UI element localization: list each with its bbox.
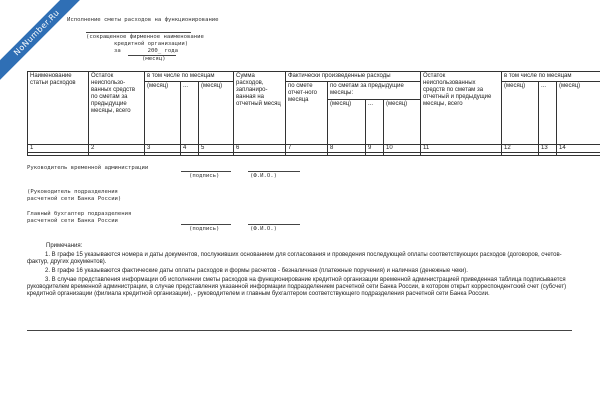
column-number-row bbox=[28, 145, 600, 153]
fio-line-1 bbox=[248, 171, 300, 172]
col-group-actual: Фактически произведенные расходы bbox=[286, 72, 421, 82]
col-number: 7 bbox=[286, 145, 328, 153]
note-2: 2. В графе 16 указываются фактические даты оплаты расходов и формы расчетов - безналичная (платежные поручения) и наличная (денежные чеки). bbox=[45, 268, 468, 275]
col-header-ellipsis-13: ... bbox=[539, 82, 557, 145]
org-name-note-1: (сокращенное фирменное наименование bbox=[86, 34, 204, 40]
document-title: Исполнение сметы расходов на функционирование bbox=[67, 17, 219, 23]
col-header-planned: Сумма расходов, запланиро-ванная на отчетный месяц bbox=[234, 72, 286, 145]
col-number: 10 bbox=[384, 145, 421, 153]
col-number: 1 bbox=[28, 145, 89, 153]
col-header-month-12: (месяц) bbox=[502, 82, 539, 145]
footer-divider bbox=[27, 330, 572, 331]
signature-note-2: (подпись) bbox=[189, 226, 220, 232]
col-number: 8 bbox=[328, 145, 366, 153]
col-number: 2 bbox=[89, 145, 145, 153]
signature-line-2 bbox=[181, 224, 231, 225]
month-note: (месяц) bbox=[142, 56, 166, 62]
col-header-ellipsis-9: ... bbox=[366, 100, 384, 145]
unit-head-label-2: расчетной сети Банка России) bbox=[27, 196, 122, 202]
fio-note-1: (Ф.И.О.) bbox=[250, 173, 277, 179]
expense-table bbox=[27, 71, 600, 156]
org-name-note-2: кредитной организации) bbox=[114, 41, 189, 47]
col-header-remaining-total: Остаток неиспользованных средств по сметам за отчетный и предыдущие месяцы, всего bbox=[421, 72, 502, 145]
col-number: 5 bbox=[199, 145, 234, 153]
signature-note-1: (подпись) bbox=[189, 173, 220, 179]
col-group-prev-estimates: по сметам за предыдущие месяцы: bbox=[328, 82, 421, 100]
col-number: 9 bbox=[366, 145, 384, 153]
col-number: 12 bbox=[502, 145, 539, 153]
col-header-month-3: (месяц) bbox=[145, 82, 181, 145]
signature-line-1 bbox=[181, 171, 231, 172]
col-header-month-5: (месяц) bbox=[199, 82, 234, 145]
col-number: 11 bbox=[421, 145, 502, 153]
col-group-by-months-2: в том числе по месяцам bbox=[502, 72, 600, 82]
report-period: за 200_ года bbox=[114, 48, 178, 54]
col-number: 6 bbox=[234, 145, 286, 153]
notes-block bbox=[27, 252, 572, 300]
notes-title: Примечания: bbox=[46, 243, 83, 249]
fio-note-2: (Ф.И.О.) bbox=[250, 226, 277, 232]
unit-head-label-1: (Руководитель подразделения bbox=[27, 189, 118, 195]
col-header-ellipsis-4: ... bbox=[181, 82, 199, 145]
col-header-remaining-prev: Остаток неиспользо-ванных средств по сметам за предыдущие месяцы, всего bbox=[89, 72, 145, 145]
col-header-month-10: (месяц) bbox=[384, 100, 421, 145]
head-of-administration-label: Руководитель временной администрации bbox=[27, 165, 149, 171]
col-header-month-14: (месяц) bbox=[557, 82, 600, 145]
col-group-by-months-1: в том числе по месяцам bbox=[145, 72, 234, 82]
chief-accountant-label-2: расчетной сети Банка России bbox=[27, 218, 118, 224]
col-number: 3 bbox=[145, 145, 181, 153]
note-1: 1. В графе 15 указываются номера и даты документов, послуживших основанием для согласования и проведения последующей оплаты соответствующих расходов (договоров, счетов-фактур, других документов). bbox=[27, 252, 562, 266]
empty-data-row bbox=[28, 153, 600, 156]
watermark-text: NoNumber.Ru bbox=[12, 8, 62, 58]
col-number: 4 bbox=[181, 145, 199, 153]
fio-line-2 bbox=[248, 224, 300, 225]
col-header-current-estimate: по смете отчет-ного месяца bbox=[286, 82, 328, 145]
col-header-item: Наименование статьи расходов bbox=[28, 72, 89, 145]
col-header-month-8: (месяц) bbox=[328, 100, 366, 145]
note-3: 3. В случае представления информации об исполнении сметы расходов на функционирование кредитной организации временной администрацией приведенная таблица подписывается руководителем временной администрации, в случае представления указанной информации подразделением расчетной сети Банка России, в котором открыт корреспондентский счет (субсчет) кредитной организации (филиала кредитной организации), - руководителем и главным бухгалтером соответствующего подразделения расчетной сети Банка России. bbox=[27, 277, 567, 298]
col-number: 13 bbox=[539, 145, 557, 153]
chief-accountant-label-1: Главный бухгалтер подразделения bbox=[27, 211, 132, 217]
col-number: 14 bbox=[557, 145, 600, 153]
org-name-line bbox=[86, 32, 191, 33]
